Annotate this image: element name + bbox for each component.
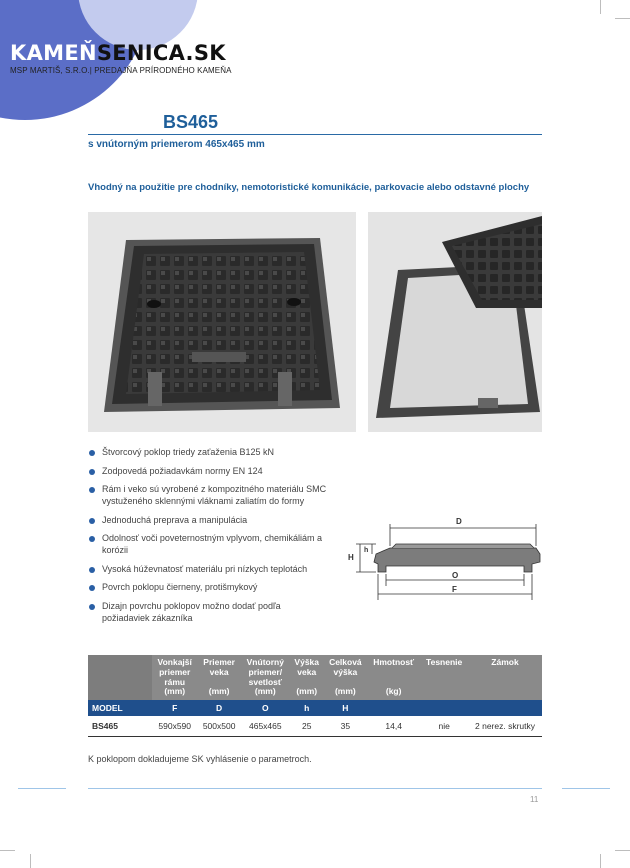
spec-header-inner-size: Vnútorný priemer/ svetlosť (mm) [241, 655, 290, 700]
spec-cell-weight: 14,4 [367, 716, 420, 737]
feature-item: Jednoduchá preprava a manipulácia [88, 514, 328, 526]
spec-table [88, 655, 542, 737]
spec-model-cell: F [152, 700, 197, 716]
spec-header-total-height: Celková výška (mm) [324, 655, 367, 700]
spec-model-cell: MODEL [88, 700, 152, 716]
diagram-label-o: O [452, 571, 459, 580]
feature-item: Vysoká húževnatosť materiálu pri nízkych teplotách [88, 563, 328, 575]
feature-item: Dizajn povrchu poklopov možno dodať podľa požiadaviek zákazníka [88, 600, 328, 624]
spec-header-seal: Tesnenie [420, 655, 468, 700]
spec-cell-lid-height: 25 [290, 716, 324, 737]
feature-item: Odolnosť voči poveternostným vplyvom, chemikáliám a korózii [88, 532, 328, 556]
brand-logo [10, 43, 226, 64]
spec-model-cell: h [290, 700, 324, 716]
crop-mark [30, 854, 31, 868]
product-title: BS465 [163, 112, 219, 132]
feature-item: Rám i veko sú vyrobené z kompozitného materiálu SMC vystuženého sklennými vláknami zaliatím do formy [88, 483, 328, 507]
spec-header-lid-size: Priemer veka (mm) [197, 655, 240, 700]
crop-mark [615, 18, 630, 19]
diagram-label-f: F [452, 585, 457, 594]
spec-cell-inner-size: 465x465 [241, 716, 290, 737]
spec-model-cell: H [324, 700, 367, 716]
crop-mark [0, 850, 15, 851]
spec-model-cell [367, 700, 420, 716]
cross-section-diagram [346, 514, 542, 606]
crop-mark [615, 850, 630, 851]
product-usage: Vhodný na použitie pre chodníky, nemotoristické komunikácie, parkovacie alebo odstavné plochy [88, 182, 530, 193]
brand-name-part1: KAMEŇ [10, 41, 97, 65]
diagram-label-d: D [456, 517, 462, 526]
spec-model-cell [420, 700, 468, 716]
crop-mark [600, 0, 601, 14]
spec-cell-model: BS465 [88, 716, 152, 737]
footer-divider-right [562, 788, 610, 789]
spec-cell-lock: 2 nerez. skrutky [468, 716, 542, 737]
feature-item: Štvorcový poklop triedy zaťaženia B125 kN [88, 446, 328, 458]
crop-mark [600, 854, 601, 868]
footer-divider [88, 788, 542, 789]
spec-header-weight: Hmotnosť (kg) [367, 655, 420, 700]
product-subtitle: s vnútorným priemerom 465x465 mm [88, 139, 265, 150]
page-number: 11 [530, 795, 539, 804]
product-photo-top-view [88, 212, 356, 432]
brand-name-part2: SENICA.SK [96, 41, 226, 65]
spec-header-empty [88, 655, 152, 700]
diagram-label-h-lid: h [364, 547, 369, 554]
spec-header-row [88, 655, 542, 700]
spec-model-row [88, 700, 542, 716]
spec-header-lid-height: Výška veka (mm) [290, 655, 324, 700]
title-divider [88, 134, 542, 135]
footer-divider-left [18, 788, 66, 789]
certificate-note: K poklopom dokladujeme SK vyhlásenie o parametroch. [88, 754, 312, 764]
spec-cell-lid-size: 500x500 [197, 716, 240, 737]
feature-item: Povrch poklopu čierneny, protišmykový [88, 581, 328, 593]
table-row [88, 716, 542, 737]
spec-model-cell [468, 700, 542, 716]
spec-cell-outer-frame: 590x590 [152, 716, 197, 737]
brand-tagline: MSP MARTIŠ, S.R.O.| PREDAJŇA PRÍRODNÉHO KAMEŇA [10, 66, 232, 75]
spec-header-lock: Zámok [468, 655, 542, 700]
feature-list [88, 446, 328, 631]
feature-item: Zodpovedá požiadavkám normy EN 124 [88, 465, 328, 477]
spec-cell-total-height: 35 [324, 716, 367, 737]
spec-model-cell: D [197, 700, 240, 716]
product-photo-angled-view [368, 212, 542, 432]
spec-header-outer-frame: Vonkajší priemer rámu (mm) [152, 655, 197, 700]
diagram-label-h-total: H [348, 553, 354, 562]
spec-cell-seal: nie [420, 716, 468, 737]
spec-model-cell: O [241, 700, 290, 716]
